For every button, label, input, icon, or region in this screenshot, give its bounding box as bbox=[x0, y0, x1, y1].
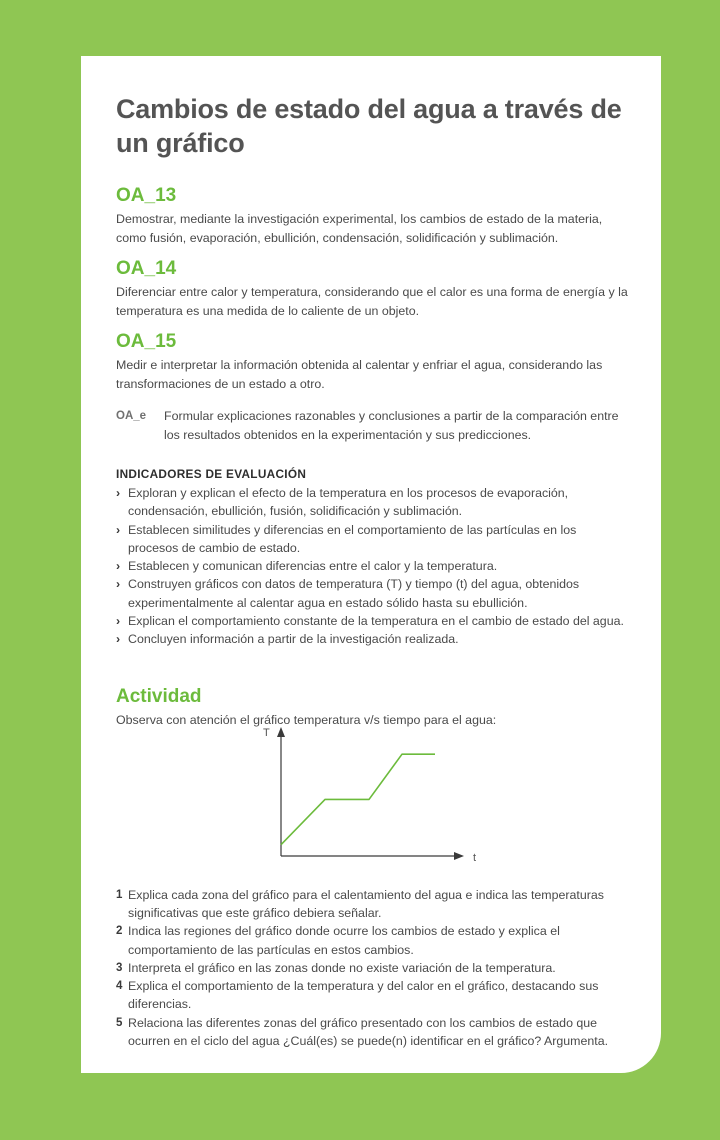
indicator-text: Explican el comportamiento constante de la temperatura en el cambio de estado del agua. bbox=[128, 614, 624, 629]
question-number: 2 bbox=[116, 925, 123, 938]
indicator-text: Exploran y explican el efecto de la temperatura en los procesos de evaporación, condensación, ebullición, fusión, solidificación y sublimación. bbox=[128, 486, 569, 519]
chevron-right-icon: › bbox=[116, 577, 121, 592]
oae-code: OA_e bbox=[116, 410, 147, 422]
page-title: Cambios de estado del agua a través de un gráfico bbox=[116, 94, 622, 158]
list-item bbox=[116, 612, 629, 630]
question-number: 3 bbox=[116, 961, 123, 974]
questions-list bbox=[116, 886, 629, 1051]
chevron-right-icon: › bbox=[116, 614, 121, 629]
objective-oa13 bbox=[116, 184, 629, 247]
chevron-right-icon: › bbox=[116, 559, 121, 574]
activity-title: Actividad bbox=[116, 685, 202, 707]
list-item bbox=[116, 922, 629, 959]
objective-code: OA_13 bbox=[116, 185, 177, 206]
list-item bbox=[116, 521, 629, 558]
list-item bbox=[116, 575, 629, 612]
objective-text: Diferenciar entre calor y temperatura, considerando que el calor es una forma de energía y la temperatura es una medida de lo caliente de un objeto. bbox=[116, 285, 628, 318]
list-item bbox=[116, 630, 629, 648]
question-text: Indica las regiones del gráfico donde ocurre los cambios de estado y explica el comportamiento de las partículas en estos cambios. bbox=[128, 924, 560, 957]
oae-text: Formular explicaciones razonables y conclusiones a partir de la comparación entre los resultados obtenidos en la experimentación y sus predicciones. bbox=[164, 409, 619, 442]
question-text: Explica cada zona del gráfico para el calentamiento del agua e indica las temperaturas significativas que este gráfico debiera señalar. bbox=[128, 887, 604, 920]
objective-text: Demostrar, mediante la investigación experimental, los cambios de estado de la materia, como fusión, evaporación, ebullición, condensación, solidificación y sublimación. bbox=[116, 212, 603, 245]
objective-text: Medir e interpretar la información obtenida al calentar y enfriar el agua, considerando las transformaciones de un estado a otro. bbox=[116, 358, 603, 391]
x-axis-label: t bbox=[473, 851, 477, 864]
series-line bbox=[281, 754, 435, 844]
content-card bbox=[81, 56, 661, 1073]
question-text: Explica el comportamiento de la temperatura y del calor en el gráfico, destacando sus diferencias. bbox=[128, 979, 599, 1012]
objective-oae bbox=[116, 407, 629, 445]
indicators-title: INDICADORES DE EVALUACIÓN bbox=[116, 467, 307, 481]
indicator-text: Concluyen información a partir de la investigación realizada. bbox=[128, 632, 459, 647]
activity-intro: Observa con atención el gráfico temperatura v/s tiempo para el agua: bbox=[116, 712, 497, 727]
list-item bbox=[116, 484, 629, 521]
objective-oa14 bbox=[116, 257, 629, 320]
list-item bbox=[116, 959, 629, 977]
indicator-text: Establecen y comunican diferencias entre el calor y la temperatura. bbox=[128, 559, 498, 574]
list-item bbox=[116, 977, 629, 1014]
indicators-list bbox=[116, 484, 629, 649]
chevron-right-icon: › bbox=[116, 486, 121, 500]
list-item bbox=[116, 557, 629, 575]
indicator-text: Establecen similitudes y diferencias en el comportamiento de las partículas en los procesos de cambio de estado. bbox=[128, 522, 577, 555]
temperature-time-chart bbox=[116, 726, 636, 874]
objective-code: OA_15 bbox=[116, 331, 177, 352]
x-axis-arrow-icon bbox=[454, 852, 464, 860]
objective-code: OA_14 bbox=[116, 258, 177, 279]
chevron-right-icon: › bbox=[116, 522, 121, 537]
question-number: 1 bbox=[116, 888, 123, 901]
list-item bbox=[116, 886, 629, 923]
question-number: 4 bbox=[116, 980, 123, 993]
list-item bbox=[116, 1014, 629, 1051]
indicator-text: Construyen gráficos con datos de temperatura (T) y tiempo (t) del agua, obtenidos experimentalmente al calentar agua en estado sólido hasta su ebullición. bbox=[128, 577, 580, 610]
chevron-right-icon: › bbox=[116, 632, 121, 647]
chart-svg bbox=[116, 726, 636, 874]
question-text: Relaciona las diferentes zonas del gráfico presentado con los cambios de estado que ocurren en el ciclo del agua ¿Cuál(es) se puede(n) identificar en el gráfico? Argumenta. bbox=[128, 1015, 609, 1049]
objective-oa15 bbox=[116, 330, 629, 393]
question-number: 5 bbox=[116, 1016, 123, 1029]
y-axis-label: T bbox=[263, 726, 270, 739]
question-text: Interpreta el gráfico en las zonas donde no existe variación de la temperatura. bbox=[128, 960, 556, 975]
